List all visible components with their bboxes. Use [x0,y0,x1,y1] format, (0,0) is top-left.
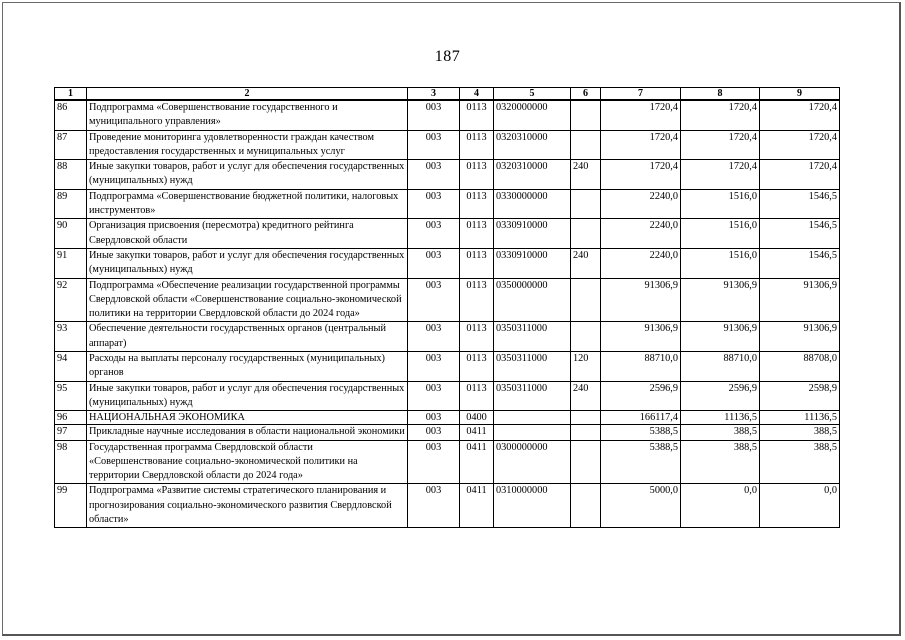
row-number-cell: 92 [55,278,87,322]
row-name-cell: Прикладные научные исследования в области национальной экономики [87,425,408,440]
target-article-code-cell: 0320310000 [494,160,571,190]
amount-2022-cell: 5388,5 [601,425,681,440]
table-row [55,219,840,249]
ministry-code-cell: 003 [408,322,460,352]
amount-2024-cell: 91306,9 [760,322,840,352]
section-code-cell: 0113 [460,381,494,411]
row-number-cell: 87 [55,130,87,160]
amount-2022-cell: 91306,9 [601,322,681,352]
amount-2023-cell: 1720,4 [681,100,760,130]
table-row [55,440,840,484]
section-code-cell: 0411 [460,440,494,484]
expense-type-code-cell [571,322,601,352]
amount-2022-cell: 2240,0 [601,189,681,219]
target-article-code-cell: 0350311000 [494,381,571,411]
ministry-code-cell: 003 [408,352,460,382]
row-number-cell: 97 [55,425,87,440]
row-name-cell: Подпрограмма «Развитие системы стратегического планирования и прогнозирования социально-экономического развития Свердловской области» [87,484,408,528]
amount-2023-cell: 1516,0 [681,189,760,219]
row-number-cell: 90 [55,219,87,249]
target-article-code-cell: 0330910000 [494,248,571,278]
target-article-code-cell: 0350311000 [494,322,571,352]
ministry-code-cell: 003 [408,411,460,425]
budget-table [54,87,840,528]
row-number-cell: 95 [55,381,87,411]
column-header: 1 [55,88,87,101]
row-number-cell: 98 [55,440,87,484]
amount-2024-cell: 1546,5 [760,248,840,278]
column-header: 2 [87,88,408,101]
target-article-code-cell: 0310000000 [494,484,571,528]
target-article-code-cell: 0320000000 [494,100,571,130]
table-row [55,352,840,382]
ministry-code-cell: 003 [408,219,460,249]
section-code-cell: 0113 [460,130,494,160]
row-name-cell: Расходы на выплаты персоналу государственных (муниципальных) органов [87,352,408,382]
row-number-cell: 96 [55,411,87,425]
target-article-code-cell: 0350000000 [494,278,571,322]
amount-2022-cell: 5388,5 [601,440,681,484]
amount-2024-cell: 1720,4 [760,130,840,160]
table-row [55,100,840,130]
row-number-cell: 94 [55,352,87,382]
table-row [55,189,840,219]
row-name-cell: Государственная программа Свердловской области «Совершенствование социально-экономической политики на территории Свердловской области до 2024 года» [87,440,408,484]
ministry-code-cell: 003 [408,425,460,440]
amount-2022-cell: 2240,0 [601,219,681,249]
amount-2023-cell: 2596,9 [681,381,760,411]
row-name-cell: Иные закупки товаров, работ и услуг для обеспечения государственных (муниципальных) нужд [87,381,408,411]
expense-type-code-cell: 120 [571,352,601,382]
column-header: 5 [494,88,571,101]
table-row [55,411,840,425]
section-code-cell: 0113 [460,278,494,322]
section-code-cell: 0113 [460,100,494,130]
amount-2023-cell: 388,5 [681,440,760,484]
ministry-code-cell: 003 [408,278,460,322]
amount-2023-cell: 388,5 [681,425,760,440]
table-row [55,130,840,160]
amount-2024-cell: 2598,9 [760,381,840,411]
amount-2024-cell: 88708,0 [760,352,840,382]
row-number-cell: 91 [55,248,87,278]
column-header: 3 [408,88,460,101]
row-name-cell: Подпрограмма «Совершенствование государственного и муниципального управления» [87,100,408,130]
row-name-cell: НАЦИОНАЛЬНАЯ ЭКОНОМИКА [87,411,408,425]
table-row [55,160,840,190]
section-code-cell: 0113 [460,160,494,190]
section-code-cell: 0113 [460,322,494,352]
amount-2024-cell: 0,0 [760,484,840,528]
ministry-code-cell: 003 [408,130,460,160]
expense-type-code-cell [571,484,601,528]
ministry-code-cell: 003 [408,381,460,411]
row-name-cell: Иные закупки товаров, работ и услуг для обеспечения государственных (муниципальных) нужд [87,160,408,190]
expense-type-code-cell: 240 [571,381,601,411]
amount-2023-cell: 0,0 [681,484,760,528]
section-code-cell: 0113 [460,248,494,278]
amount-2024-cell: 1720,4 [760,100,840,130]
table-row [55,278,840,322]
row-number-cell: 99 [55,484,87,528]
amount-2024-cell: 1546,5 [760,189,840,219]
row-name-cell: Подпрограмма «Обеспечение реализации государственной программы Свердловской области «Совершенствование социально-экономической политики на территории Свердловской области до 2024 года» [87,278,408,322]
row-name-cell: Иные закупки товаров, работ и услуг для обеспечения государственных (муниципальных) нужд [87,248,408,278]
target-article-code-cell: 0330910000 [494,219,571,249]
ministry-code-cell: 003 [408,440,460,484]
amount-2022-cell: 1720,4 [601,160,681,190]
table-row [55,322,840,352]
amount-2023-cell: 11136,5 [681,411,760,425]
expense-type-code-cell [571,278,601,322]
amount-2022-cell: 166117,4 [601,411,681,425]
column-header: 8 [681,88,760,101]
ministry-code-cell: 003 [408,484,460,528]
expense-type-code-cell [571,219,601,249]
expense-type-code-cell [571,130,601,160]
target-article-code-cell: 0330000000 [494,189,571,219]
column-header: 6 [571,88,601,101]
amount-2023-cell: 1516,0 [681,248,760,278]
amount-2022-cell: 91306,9 [601,278,681,322]
expense-type-code-cell [571,440,601,484]
amount-2024-cell: 388,5 [760,425,840,440]
amount-2022-cell: 2240,0 [601,248,681,278]
expense-type-code-cell [571,100,601,130]
column-header: 4 [460,88,494,101]
amount-2022-cell: 2596,9 [601,381,681,411]
column-header: 9 [760,88,840,101]
target-article-code-cell: 0350311000 [494,352,571,382]
row-number-cell: 89 [55,189,87,219]
table-body [55,100,840,528]
amount-2024-cell: 91306,9 [760,278,840,322]
target-article-code-cell [494,425,571,440]
amount-2023-cell: 1516,0 [681,219,760,249]
page-number: 187 [434,48,461,65]
table-row [55,484,840,528]
amount-2023-cell: 91306,9 [681,322,760,352]
expense-type-code-cell [571,411,601,425]
table-header-row [55,88,840,101]
amount-2024-cell: 11136,5 [760,411,840,425]
ministry-code-cell: 003 [408,248,460,278]
section-code-cell: 0113 [460,219,494,249]
section-code-cell: 0113 [460,352,494,382]
expense-type-code-cell: 240 [571,248,601,278]
amount-2022-cell: 88710,0 [601,352,681,382]
amount-2022-cell: 1720,4 [601,130,681,160]
amount-2023-cell: 1720,4 [681,130,760,160]
column-header: 7 [601,88,681,101]
ministry-code-cell: 003 [408,189,460,219]
target-article-code-cell: 0320310000 [494,130,571,160]
row-number-cell: 93 [55,322,87,352]
amount-2024-cell: 388,5 [760,440,840,484]
table-row [55,381,840,411]
amount-2024-cell: 1720,4 [760,160,840,190]
expense-type-code-cell [571,189,601,219]
amount-2022-cell: 1720,4 [601,100,681,130]
section-code-cell: 0113 [460,189,494,219]
row-number-cell: 86 [55,100,87,130]
row-name-cell: Проведение мониторинга удовлетворенности граждан качеством предоставления государственных и муниципальных услуг [87,130,408,160]
target-article-code-cell: 0300000000 [494,440,571,484]
ministry-code-cell: 003 [408,100,460,130]
section-code-cell: 0400 [460,411,494,425]
target-article-code-cell [494,411,571,425]
amount-2022-cell: 5000,0 [601,484,681,528]
expense-type-code-cell [571,425,601,440]
table-row [55,425,840,440]
amount-2023-cell: 88710,0 [681,352,760,382]
row-name-cell: Подпрограмма «Совершенствование бюджетной политики, налоговых инструментов» [87,189,408,219]
section-code-cell: 0411 [460,425,494,440]
amount-2023-cell: 91306,9 [681,278,760,322]
row-name-cell: Обеспечение деятельности государственных органов (центральный аппарат) [87,322,408,352]
ministry-code-cell: 003 [408,160,460,190]
table-row [55,248,840,278]
row-name-cell: Организация присвоения (пересмотра) кредитного рейтинга Свердловской области [87,219,408,249]
amount-2024-cell: 1546,5 [760,219,840,249]
section-code-cell: 0411 [460,484,494,528]
expense-type-code-cell: 240 [571,160,601,190]
row-number-cell: 88 [55,160,87,190]
amount-2023-cell: 1720,4 [681,160,760,190]
